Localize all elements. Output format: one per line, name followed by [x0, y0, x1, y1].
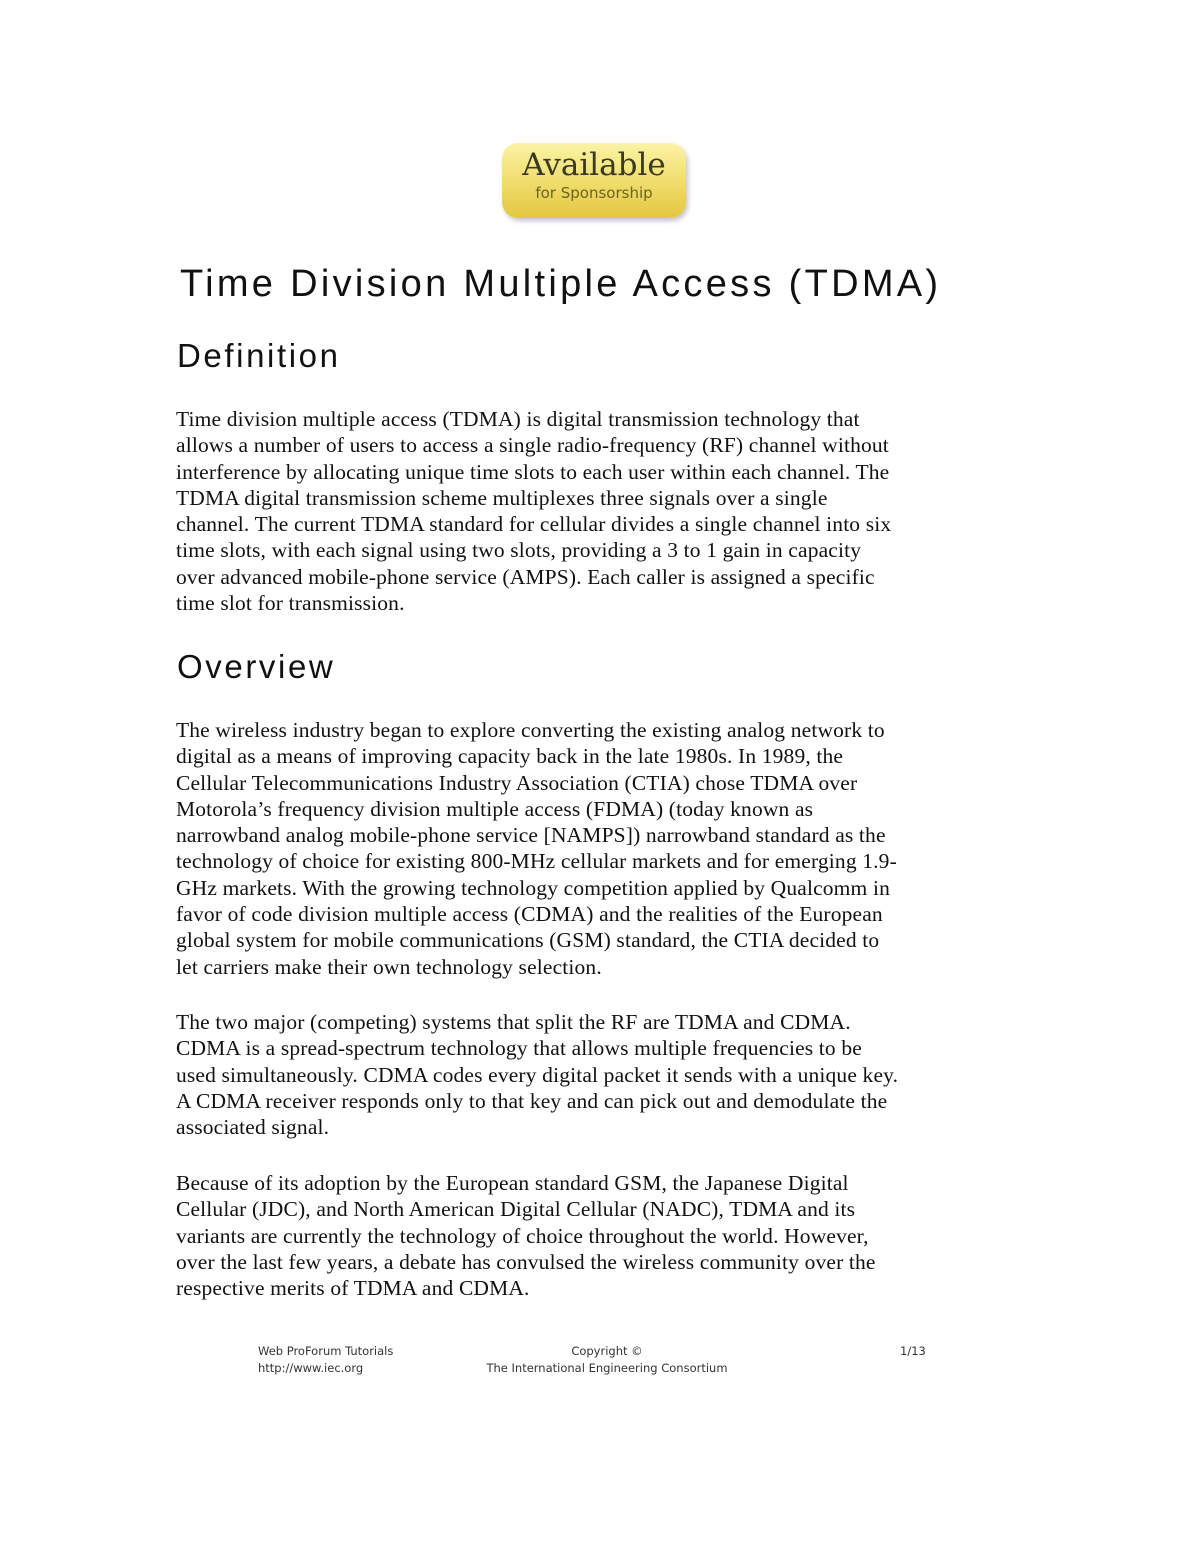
paragraph-line: Cellular Telecommunications Industry Association (CTIA) chose TDMA over [176, 770, 858, 795]
footer-right [900, 1343, 926, 1360]
overview-paragraph-1 [176, 717, 1036, 980]
paragraph-line: allows a number of users to access a single radio-frequency (RF) channel without [176, 433, 889, 458]
footer-website-link[interactable]: http://www.iec.org [258, 1361, 364, 1375]
paragraph-line: Time division multiple access (TDMA) is digital transmission technology that [176, 407, 860, 431]
paragraph-line: time slot for transmission. [176, 591, 405, 616]
paragraph-line: narrowband analog mobile-phone service [NAMPS]) narrowband standard as the [176, 823, 886, 848]
paragraph-line: global system for mobile communications (GSM) standard, the CTIA decided to [176, 928, 880, 953]
definition-heading: Definition [177, 337, 341, 374]
badge-available-text: Available [522, 147, 666, 183]
paragraph-line: over advanced mobile-phone service (AMPS). Each caller is assigned a specific [176, 564, 875, 589]
paragraph-line: The wireless industry began to explore converting the existing analog network to [176, 718, 885, 742]
paragraph-line: used simultaneously. CDMA codes every digital packet it sends with a unique key. [176, 1062, 899, 1087]
footer-organization: The International Engineering Consortium [486, 1361, 728, 1375]
paragraph-line: GHz markets. With the growing technology competition applied by Qualcomm in [176, 875, 890, 900]
paragraph-line: respective merits of TDMA and CDMA. [176, 1276, 530, 1301]
paragraph-line: Motorola’s frequency division multiple access (FDMA) (today known as [176, 796, 814, 821]
overview-heading: Overview [177, 648, 336, 685]
paragraph-line: let carriers make their own technology selection. [176, 954, 602, 979]
paragraph-line: channel. The current TDMA standard for cellular divides a single channel into six [176, 512, 892, 537]
footer-copyright: Copyright © [571, 1344, 643, 1358]
paragraph-line: Because of its adoption by the European standard GSM, the Japanese Digital [176, 1171, 849, 1195]
overview-paragraph-3 [176, 1170, 1036, 1301]
paragraph-line: CDMA is a spread-spectrum technology that allows multiple frequencies to be [176, 1036, 862, 1061]
paragraph-line: time slots, with each signal using two slots, providing a 3 to 1 gain in capacity [176, 538, 862, 563]
paragraph-line: associated signal. [176, 1115, 330, 1140]
footer-center [474, 1343, 740, 1377]
paragraph-line: over the last few years, a debate has convulsed the wireless community over the [176, 1249, 876, 1274]
overview-paragraph-2 [176, 1009, 1036, 1140]
sponsorship-badge [502, 143, 686, 218]
footer-left [258, 1343, 393, 1377]
paragraph-line: TDMA digital transmission scheme multiplexes three signals over a single [176, 485, 828, 510]
footer-tutorials-label: Web ProForum Tutorials [258, 1344, 394, 1358]
paragraph-line: variants are currently the technology of choice throughout the world. However, [176, 1223, 869, 1248]
paragraph-line: digital as a means of improving capacity back in the late 1980s. In 1989, the [176, 744, 844, 769]
page-number: 1/13 [900, 1344, 926, 1358]
definition-paragraph [176, 406, 1036, 616]
paragraph-line: A CDMA receiver responds only to that key and can pick out and demodulate the [176, 1088, 888, 1113]
paragraph-line: technology of choice for existing 800-MHz cellular markets and for emerging 1.9- [176, 849, 897, 874]
paragraph-line: interference by allocating unique time slots to each user within each channel. The [176, 459, 890, 484]
document-title: Time Division Multiple Access (TDMA) [180, 263, 942, 305]
paragraph-line: favor of code division multiple access (CDMA) and the realities of the European [176, 902, 883, 927]
paragraph-line: Cellular (JDC), and North American Digital Cellular (NADC), TDMA and its [176, 1197, 856, 1222]
paragraph-line: The two major (competing) systems that split the RF are TDMA and CDMA. [176, 1010, 851, 1034]
badge-sponsorship-text: for Sponsorship [535, 184, 653, 202]
